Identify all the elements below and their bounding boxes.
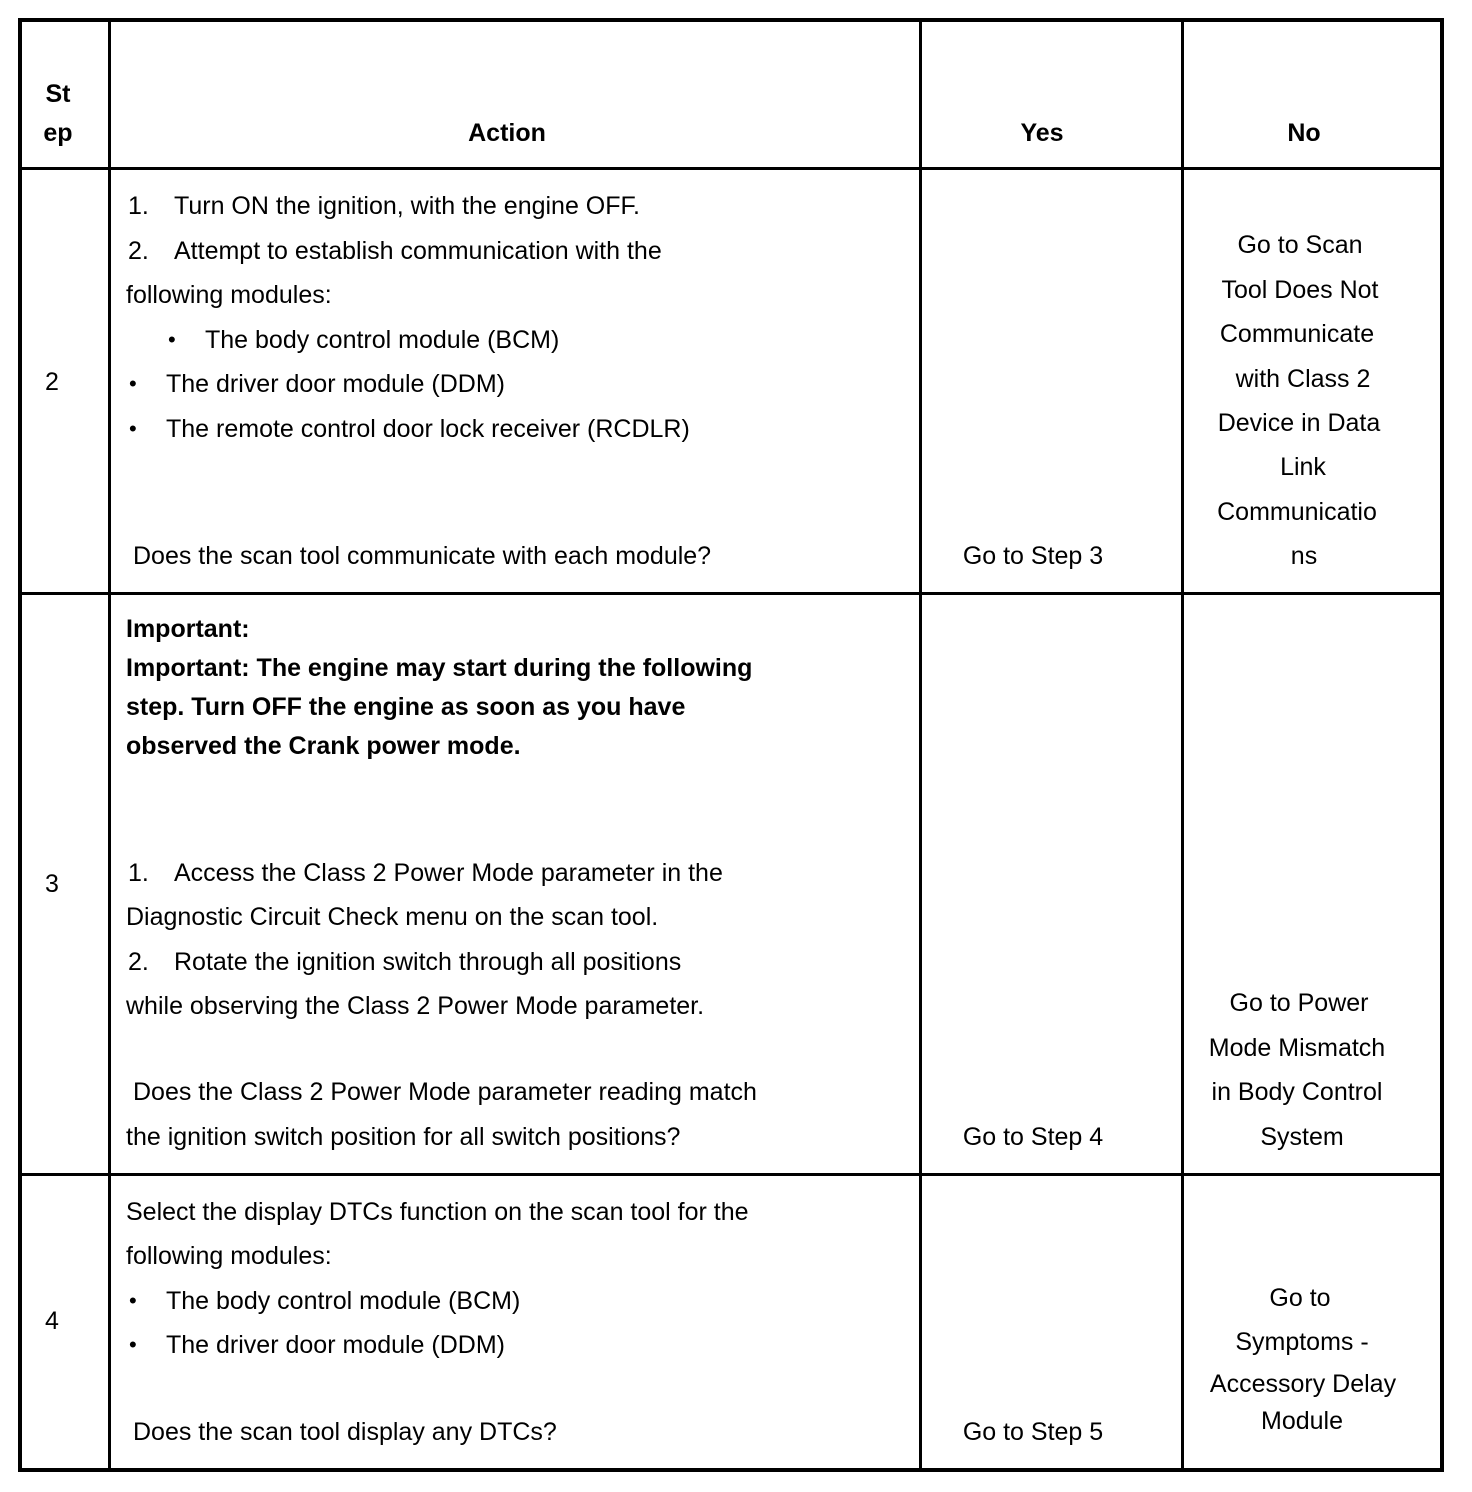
module-list-item: The driver door module (DDM) [166,1331,505,1359]
action-step-text: Turn ON the ignition, with the engine OFF. [174,192,640,220]
no-result-line: Communicate [1219,320,1375,348]
action-question: Does the scan tool communicate with each module? [133,542,712,570]
column-divider [1181,22,1184,1468]
bullet-icon: • [129,371,137,396]
row-divider [22,1173,1440,1176]
no-result-line: Accessory Delay [1209,1370,1397,1398]
action-step-text: following modules: [126,1242,332,1270]
important-label: Important: [126,615,250,643]
action-step-text: Select the display DTCs function on the scan tool for the [126,1198,749,1226]
action-step-text: Rotate the ignition switch through all positions [174,948,682,976]
module-list-item: The remote control door lock receiver (RCDLR) [166,415,690,443]
module-list-item: The body control module (BCM) [205,326,560,354]
row-divider [22,592,1440,595]
no-result-line: Go to [1269,1284,1331,1312]
no-result-line: Tool Does Not [1221,276,1379,304]
list-number: 1. [128,192,149,220]
no-result-line: Go to Scan [1237,231,1363,259]
important-note: Important: The engine may start during the following [126,654,753,682]
list-number: 1. [128,859,149,887]
header-step-line1: St [45,80,71,108]
yes-result: Go to Step 3 [962,542,1104,570]
no-result-line: Symptoms - [1235,1328,1369,1356]
action-step-text: following modules: [126,281,332,309]
header-yes: Yes [1020,119,1064,147]
action-step-text: while observing the Class 2 Power Mode parameter. [126,992,705,1020]
no-result-line: System [1260,1123,1344,1151]
no-result-line: Module [1261,1407,1343,1435]
column-divider [919,22,922,1468]
no-result-line: Mode Mismatch [1208,1034,1386,1062]
header-action: Action [468,119,546,147]
action-step-text: Diagnostic Circuit Check menu on the scan tool. [126,903,659,931]
action-question: the ignition switch position for all switch positions? [126,1123,681,1151]
action-question: Does the Class 2 Power Mode parameter reading match [133,1078,757,1106]
list-number: 2. [128,237,149,265]
step-number: 3 [45,870,59,898]
no-result-line: Device in Data [1217,409,1381,437]
no-result-line: ns [1290,542,1318,570]
action-question: Does the scan tool display any DTCs? [133,1418,557,1446]
header-no: No [1287,119,1321,147]
yes-result: Go to Step 5 [962,1418,1104,1446]
column-divider [108,22,111,1468]
no-result-line: Go to Power [1229,989,1369,1017]
no-result-line: Communicatio [1217,498,1377,526]
module-list-item: The driver door module (DDM) [166,370,505,398]
important-note: step. Turn OFF the engine as soon as you have [126,693,686,721]
bullet-icon: • [168,327,176,352]
module-list-item: The body control module (BCM) [166,1287,521,1315]
step-number: 4 [45,1307,59,1335]
important-note: observed the Crank power mode. [126,732,521,760]
row-divider [22,167,1440,170]
action-step-text: Attempt to establish communication with the [174,237,662,265]
action-step-text: Access the Class 2 Power Mode parameter in the [174,859,723,887]
bullet-icon: • [129,1288,137,1313]
bullet-icon: • [129,416,137,441]
no-result-line: Link [1280,453,1326,481]
list-number: 2. [128,948,149,976]
no-result-line: in Body Control [1211,1078,1383,1106]
bullet-icon: • [129,1332,137,1357]
step-number: 2 [45,368,59,396]
header-step-line2: ep [43,119,73,147]
no-result-line: with Class 2 [1235,365,1371,393]
yes-result: Go to Step 4 [962,1123,1104,1151]
